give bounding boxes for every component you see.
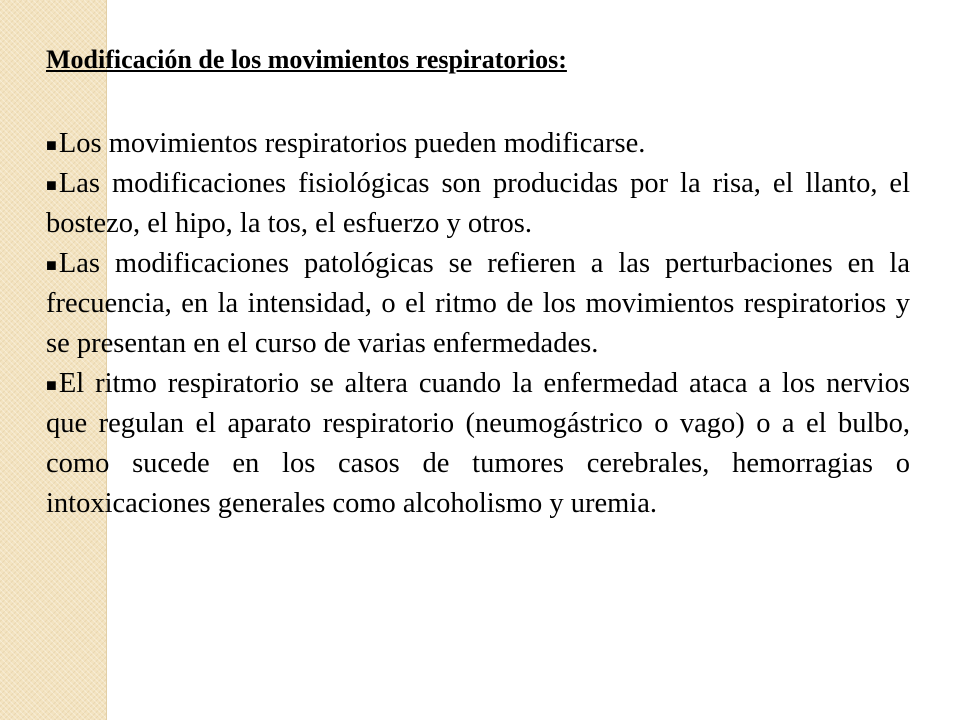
square-bullet-icon: ■: [46, 375, 57, 395]
bullet-item: [46, 124, 910, 164]
square-bullet-icon: ■: [46, 175, 57, 195]
slide-heading: Modificación de los movimientos respiratorios:: [46, 45, 567, 74]
bullet-text: Las modificaciones fisiológicas son producidas por la risa, el llanto, el bostezo, el hipo, la tos, el esfuerzo y otros.: [46, 168, 910, 239]
bullet-text: Los movimientos respiratorios pueden modificarse.: [58, 128, 646, 159]
bullet-item: [46, 364, 910, 524]
bullet-text: Las modificaciones patológicas se refieren a las perturbaciones en la frecuencia, en la intensidad, o el ritmo de los movimientos respiratorios y se presentan en el curso de varias enfermedades.: [46, 248, 910, 359]
slide-content: [46, 40, 910, 524]
square-bullet-icon: ■: [46, 255, 57, 275]
bullet-list: [46, 124, 910, 524]
bullet-text: El ritmo respiratorio se altera cuando la enfermedad ataca a los nervios que regulan el aparato respiratorio (neumogástrico o vago) o a el bulbo, como sucede en los casos de tumores cerebrales, hemorragias o intoxicaciones generales como alcoholismo y uremia.: [46, 368, 910, 519]
square-bullet-icon: ■: [46, 135, 57, 155]
bullet-item: [46, 164, 910, 244]
bullet-item: [46, 244, 910, 364]
